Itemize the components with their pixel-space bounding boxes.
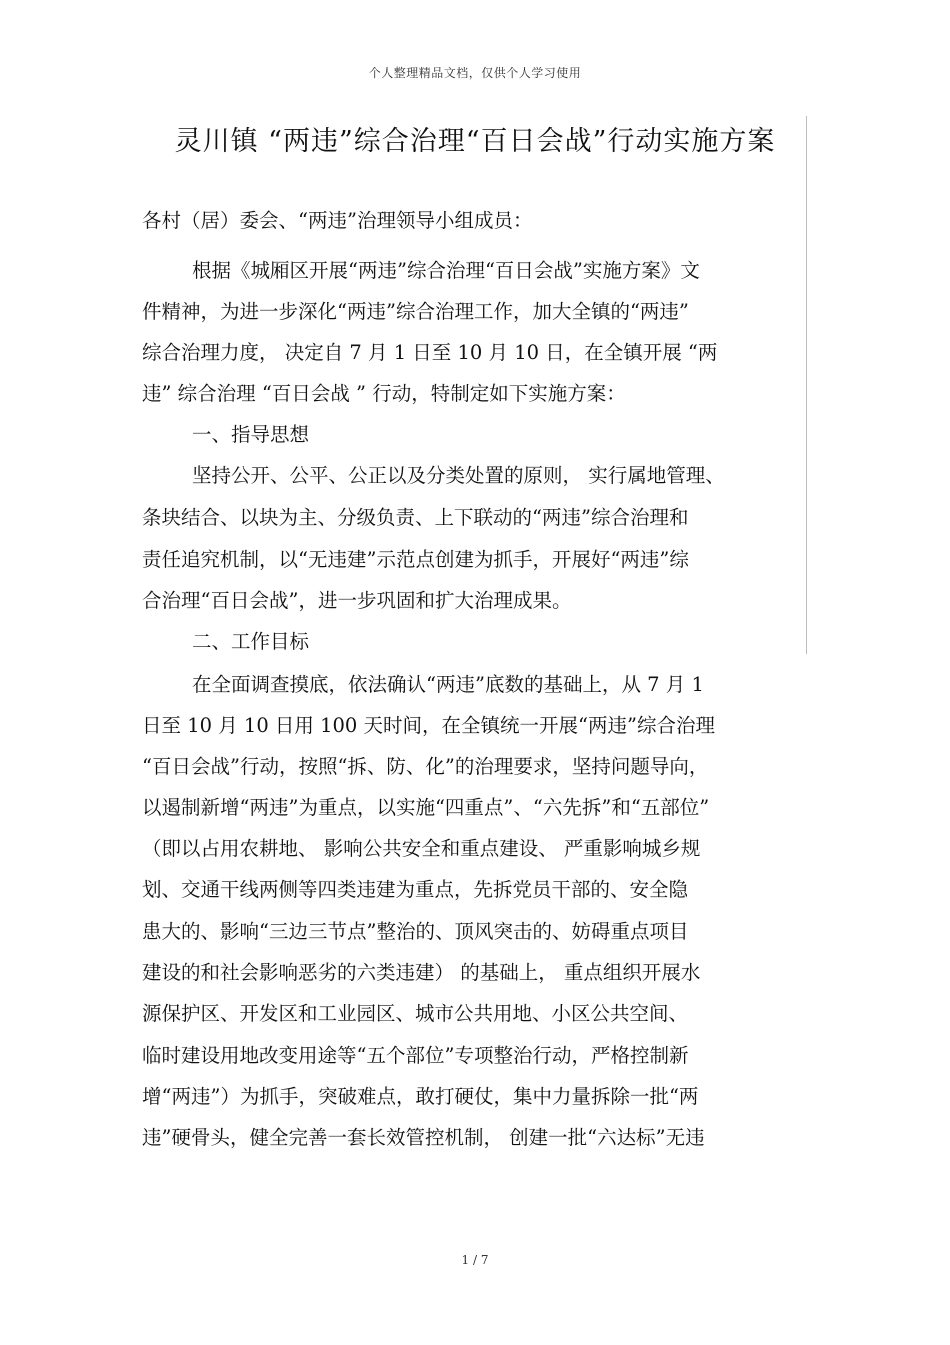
body-line: 日至 10 月 10 日用 100 天时间，在全镇统一开展“两违”综合治理 bbox=[142, 714, 715, 737]
body-line: 责任追究机制，以“无违建”示范点创建为抓手，开展好“两违”综 bbox=[142, 548, 689, 571]
page-border-line bbox=[806, 116, 807, 654]
body-line: 患大的、影响“三边三节点”整治的、顶风突击的、妨碍重点项目 bbox=[142, 920, 689, 943]
body-line: 违” 综合治理 “百日会战 ” 行动，特制定如下实施方案： bbox=[142, 382, 626, 405]
body-line: 坚持公开、公平、公正以及分类处置的原则， 实行属地管理、 bbox=[192, 464, 725, 487]
section-heading-2: 二、工作目标 bbox=[192, 630, 310, 653]
body-line: 源保护区、开发区和工业园区、城市公共用地、小区公共空间、 bbox=[142, 1002, 689, 1025]
body-line: 增“两违”）为抓手，突破难点，敢打硬仗，集中力量拆除一批“两 bbox=[142, 1085, 699, 1108]
document-title: 灵川镇 “两违”综合治理“百日会战”行动实施方案 bbox=[174, 126, 776, 157]
body-line: 建设的和社会影响恶劣的六类违建） 的基础上， 重点组织开展水 bbox=[142, 961, 701, 984]
body-line: 违”硬骨头，健全完善一套长效管控机制， 创建一批“六达标”无违 bbox=[142, 1126, 705, 1149]
page-header-note: 个人整理精品文档，仅供个人学习使用 bbox=[368, 66, 582, 80]
page-number: 1 / 7 bbox=[461, 1253, 489, 1267]
body-line: 临时建设用地改变用途等“五个部位”专项整治行动，严格控制新 bbox=[142, 1044, 689, 1067]
body-line: 综合治理力度， 决定自 7 月 1 日至 10 月 10 日，在全镇开展 “两 bbox=[142, 341, 718, 364]
section-heading-1: 一、指导思想 bbox=[192, 423, 310, 446]
body-line: 以遏制新增“两违”为重点，以实施“四重点”、“六先拆”和“五部位” bbox=[142, 796, 710, 819]
body-line: 件精神，为进一步深化“两违”综合治理工作，加大全镇的“两违” bbox=[142, 300, 689, 323]
body-line: 划、交通干线两侧等四类违建为重点，先拆党员干部的、安全隐 bbox=[142, 878, 689, 901]
body-line: 在全面调查摸底，依法确认“两违”底数的基础上，从 7 月 1 bbox=[192, 673, 704, 696]
body-line: “百日会战”行动，按照“拆、防、化”的治理要求，坚持问题导向， bbox=[142, 755, 709, 778]
salutation-line: 各村（居）委会、“两违”治理领导小组成员： bbox=[142, 209, 533, 232]
body-line: 条块结合、以块为主、分级负责、上下联动的“两违”综合治理和 bbox=[142, 506, 689, 529]
body-line: （即以占用农耕地、 影响公共安全和重点建设、 严重影响城乡规 bbox=[142, 837, 701, 860]
body-line: 合治理“百日会战”，进一步巩固和扩大治理成果。 bbox=[142, 589, 572, 612]
body-line: 根据《城厢区开展“两违”综合治理“百日会战”实施方案》文 bbox=[192, 259, 700, 282]
